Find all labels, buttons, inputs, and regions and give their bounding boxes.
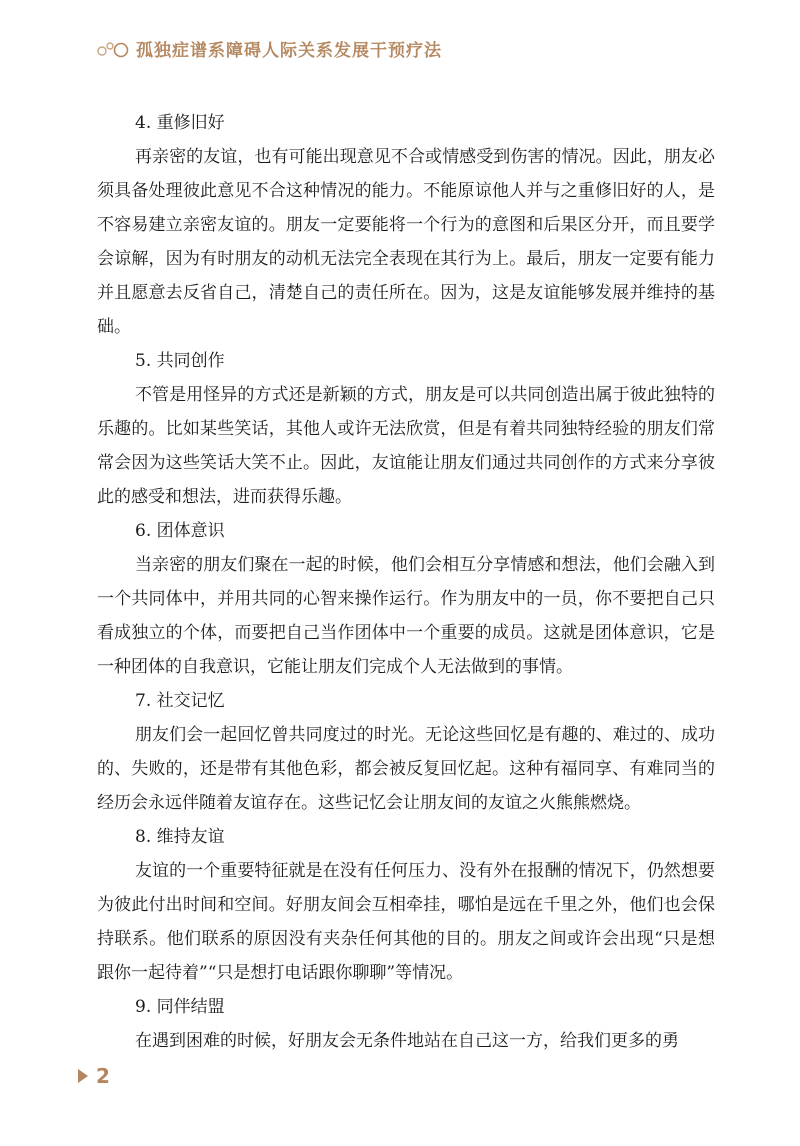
- triangle-marker-icon: [78, 1069, 88, 1083]
- section-heading: 6. 团体意识: [135, 521, 225, 541]
- book-title: 孤独症谱系障碍人际关系发展干预疗法: [136, 41, 442, 61]
- page-body: [97, 106, 715, 1058]
- section-paragraph: 在遇到困难的时候，好朋友会无条件地站在自己这一方，给我们更多的勇: [135, 1031, 679, 1051]
- section-co-creation: [97, 344, 715, 514]
- page-number: 2: [96, 1064, 110, 1088]
- section-paragraph: 朋友们会一起回忆曾共同度过的时光。无论这些回忆是有趣的、难过的、成功的、失败的，还是带有其他色彩，都会被反复回忆起。这种有福同享、有难同当的经历会永远伴随着友谊存在。这些记忆会让朋友间的友谊之火熊熊燃烧。: [97, 725, 715, 813]
- section-maintain-friendship: [97, 820, 715, 990]
- section-heading: 4. 重修旧好: [135, 113, 225, 133]
- section-paragraph: 当亲密的朋友们聚在一起的时候，他们会相互分享情感和想法，他们会融入到一个共同体中，并用共同的心智来操作运行。作为朋友中的一员，你不要把自己只看成独立的个体，而要把自己当作团体中一个重要的成员。这就是团体意识，它是一种团体的自我意识，它能让朋友们完成个人无法做到的事情。: [97, 555, 715, 677]
- section-heading: 7. 社交记忆: [135, 691, 225, 711]
- section-paragraph: 友谊的一个重要特征就是在没有任何压力、没有外在报酬的情况下，仍然想要为彼此付出时间和空间。好朋友间会互相牵挂，哪怕是远在千里之外，他们也会保持联系。他们联系的原因没有夹杂任何其他的目的。朋友之间或许会出现“只是想跟你一起待着”“只是想打电话跟你聊聊”等情况。: [97, 861, 715, 983]
- circles-ornament-icon: [96, 39, 130, 59]
- running-header: [96, 36, 442, 61]
- section-peer-alliance: [97, 990, 715, 1058]
- section-reconcile: [97, 106, 715, 344]
- page-footer: [78, 1064, 110, 1088]
- section-group-awareness: [97, 514, 715, 684]
- section-heading: 8. 维持友谊: [135, 827, 225, 847]
- section-heading: 9. 同伴结盟: [135, 997, 225, 1017]
- section-heading: 5. 共同创作: [135, 351, 225, 371]
- section-paragraph: 不管是用怪异的方式还是新颖的方式，朋友是可以共同创造出属于彼此独特的乐趣的。比如某些笑话，其他人或许无法欣赏，但是有着共同独特经验的朋友们常常会因为这些笑话大笑不止。因此，友谊能让朋友们通过共同创作的方式来分享彼此的感受和想法，进而获得乐趣。: [97, 385, 715, 507]
- section-paragraph: 再亲密的友谊，也有可能出现意见不合或情感受到伤害的情况。因此，朋友必须具备处理彼此意见不合这种情况的能力。不能原谅他人并与之重修旧好的人，是不容易建立亲密友谊的。朋友一定要能将一个行为的意图和后果区分开，而且要学会谅解，因为有时朋友的动机无法完全表现在其行为上。最后，朋友一定要有能力并且愿意去反省自己，清楚自己的责任所在。因为，这是友谊能够发展并维持的基础。: [97, 147, 715, 337]
- section-social-memory: [97, 684, 715, 820]
